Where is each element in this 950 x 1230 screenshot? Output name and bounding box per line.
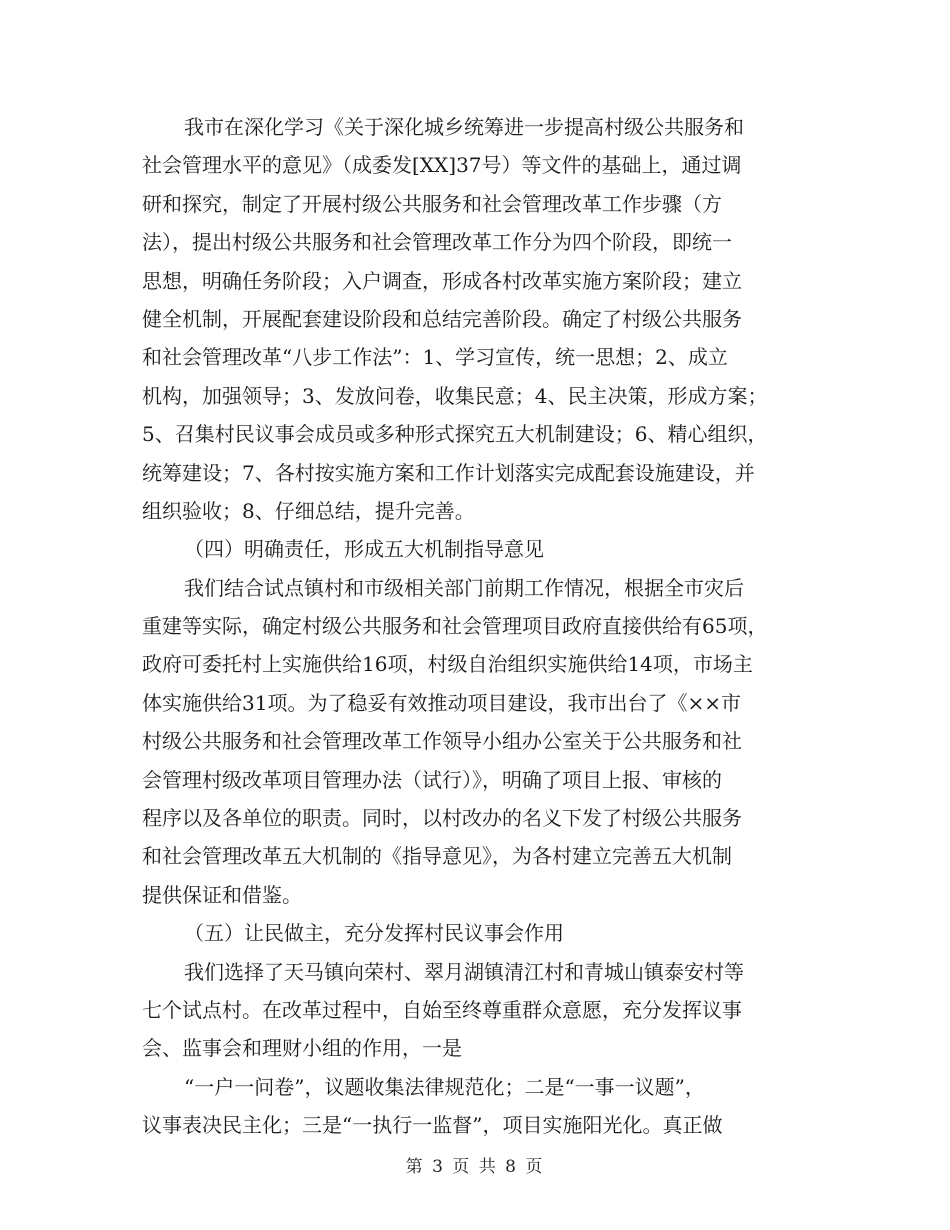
body-text [142,108,810,1145]
paragraph-line: 村级公共服务和社会管理改革工作领导小组办公室关于公共服务和社 [142,729,742,754]
paragraph-line: 会管理村级改革项目管理办法（试行）》，明确了项目上报、审核的 [142,767,722,792]
paragraph-line: 体实施供给31项。为了稳妥有效推动项目建设，我市出台了《××市 [142,690,741,715]
paragraph-line: 七个试点村。在改革过程中，自始至终尊重群众意愿，充分发挥议事 [142,997,742,1022]
paragraph-line: 组织验收；8、仔细总结，提升完善。 [142,498,475,523]
paragraph-line: 我市在深化学习《关于深化城乡统筹进一步提高村级公共服务和 [184,115,744,139]
paragraph-line: 统筹建设；7、各村按实施方案和工作计划落实完成配套设施建设，并 [142,460,755,485]
paragraph-line: 我们结合试点镇村和市级相关部门前期工作情况，根据全市灾后 [184,575,744,600]
paragraph-line: 社会管理水平的意见》（成委发[XX]37号）等文件的基础上，通过调 [142,153,742,178]
paragraph-line: 会、监事会和理财小组的作用，一是 [142,1036,462,1061]
paragraph-line: “一户一问卷”，议题收集法律规范化；二是“一事一议题”， [184,1074,705,1099]
section-heading-4: （四）明确责任，形成五大机制指导意见 [184,537,544,562]
paragraph-line: 议事表决民主化；三是“一执行一监督”，项目实施阳光化。真正做 [142,1113,723,1138]
section-heading-5: （五）让民做主，充分发挥村民议事会作用 [184,921,564,946]
paragraph-line: 思想，明确任务阶段；入户调查，形成各村改革实施方案阶段；建立 [142,268,742,293]
paragraph-line: 5、召集村民议事会成员或多种形式探究五大机制建设；6、精心组织， [142,422,768,447]
paragraph-line: 健全机制，开展配套建设阶段和总结完善阶段。确定了村级公共服务 [142,306,742,331]
page-number-footer: 第 3 页 共 8 页 [405,1157,545,1177]
paragraph-line: 重建等实际，确定村级公共服务和社会管理项目政府直接供给有65项， [142,614,768,639]
paragraph-line: 政府可委托村上实施供给16项，村级自治组织实施供给14项，市场主 [142,652,753,677]
paragraph-line: 提供保证和借鉴。 [142,882,302,907]
paragraph-line: 机构，加强领导；3、发放问卷，收集民意；4、民主决策，形成方案； [142,383,768,408]
paragraph-line: 程序以及各单位的职责。同时，以村改办的名义下发了村级公共服务 [142,806,742,831]
paragraph-line: 法），提出村级公共服务和社会管理改革工作分为四个阶段，即统一 [142,230,732,255]
paragraph-line: 和社会管理改革五大机制的《指导意见》，为各村建立完善五大机制 [142,844,732,869]
paragraph-line: 和社会管理改革“八步工作法”：1、学习宣传，统一思想；2、成立 [142,345,728,370]
paragraph-line: 研和探究，制定了开展村级公共服务和社会管理改革工作步骤（方 [142,191,722,216]
paragraph-line: 我们选择了天马镇向荣村、翠月湖镇清江村和青城山镇泰安村等 [184,959,744,984]
